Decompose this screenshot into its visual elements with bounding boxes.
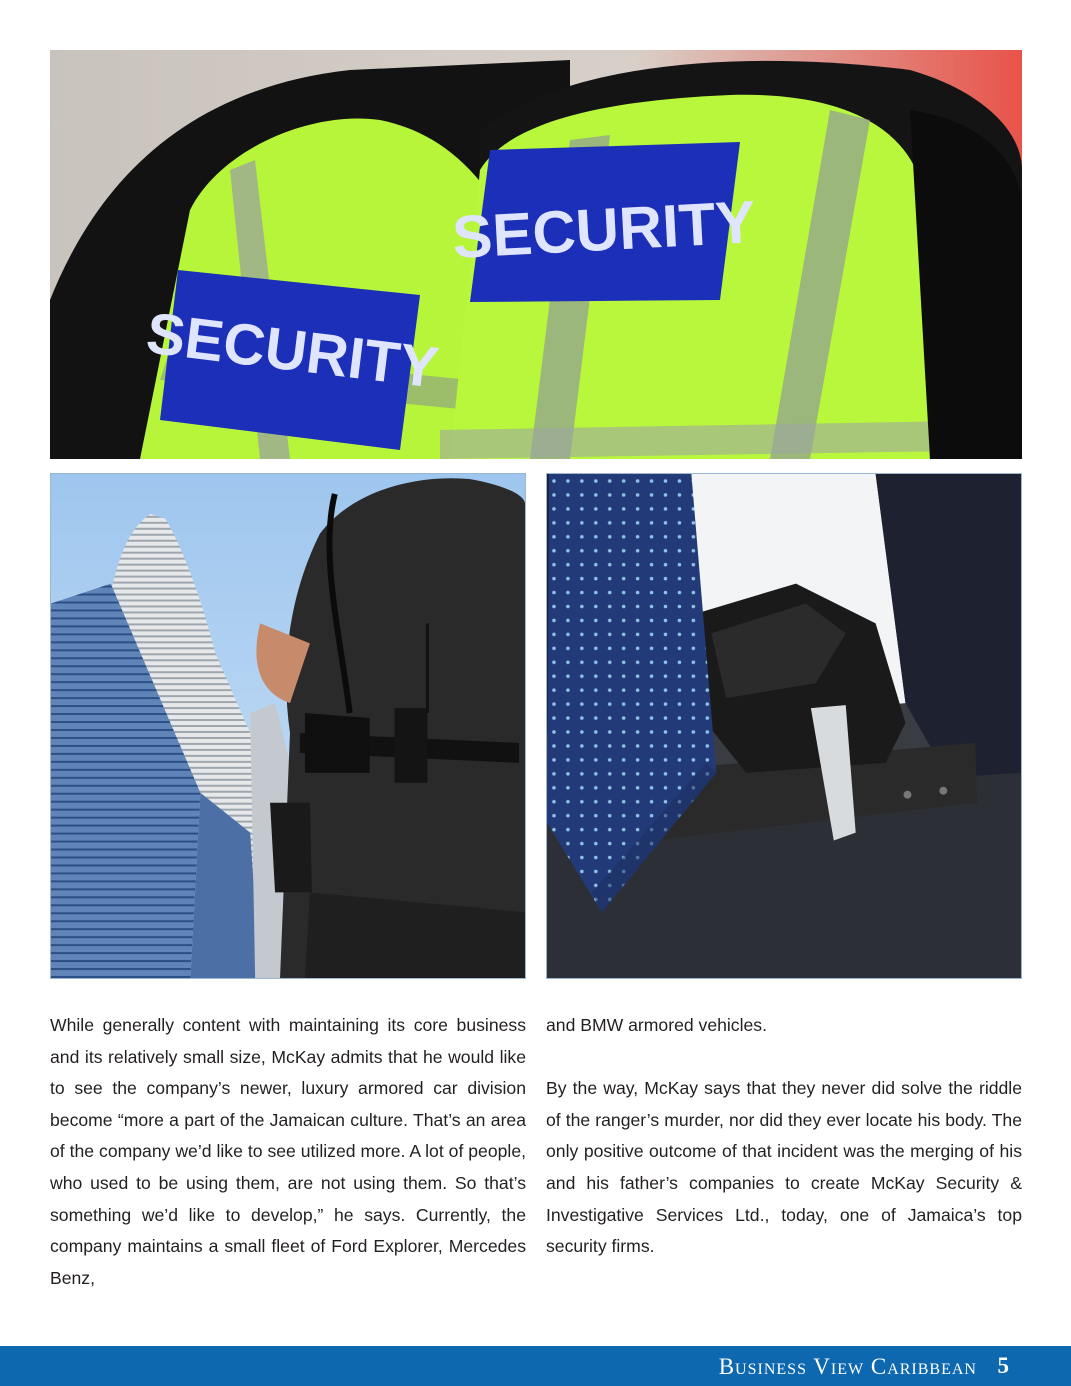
page-number: 5: [997, 1353, 1009, 1378]
article-column-left: [50, 1010, 526, 1294]
security-badge-right: [451, 142, 757, 302]
guard-city-image: [51, 474, 525, 978]
article-column-right: [546, 1010, 1022, 1263]
publication-title: Business View Caribbean: [718, 1354, 977, 1379]
paragraph: By the way, McKay says that they never did solve the riddle of the ranger’s murder, nor did they ever locate his body. The only positive outcome of that incident was the merging of his and his father’s companies to create McKay Security & Investigative Services Ltd., today, one of Jamaica’s top security firms.: [546, 1078, 1022, 1257]
svg-text:SECURITY: SECURITY: [142, 300, 442, 401]
page-footer: [0, 1346, 1071, 1386]
photo-guard-city: [50, 473, 526, 979]
security-vests-image: [50, 50, 1022, 459]
paragraph: and BMW armored vehicles.: [546, 1015, 767, 1035]
photo-security-vests: [50, 50, 1022, 459]
security-badge-left: [143, 270, 442, 450]
holster-image: [547, 474, 1021, 978]
photo-holster: [546, 473, 1022, 979]
svg-text:SECURITY: SECURITY: [450, 188, 758, 271]
paragraph: While generally content with maintaining its core business and its relatively small size, McKay admits that he would like to see the company’s newer, luxury armored car division become “more a part of the Jamaican culture. That’s an area of the company we’d like to see utilized more. A lot of people, who used to be using them, are not using them. So that’s something we’d like to develop,” he says. Currently, the company maintains a small fleet of Ford Explorer, Mercedes Benz,: [50, 1015, 526, 1288]
